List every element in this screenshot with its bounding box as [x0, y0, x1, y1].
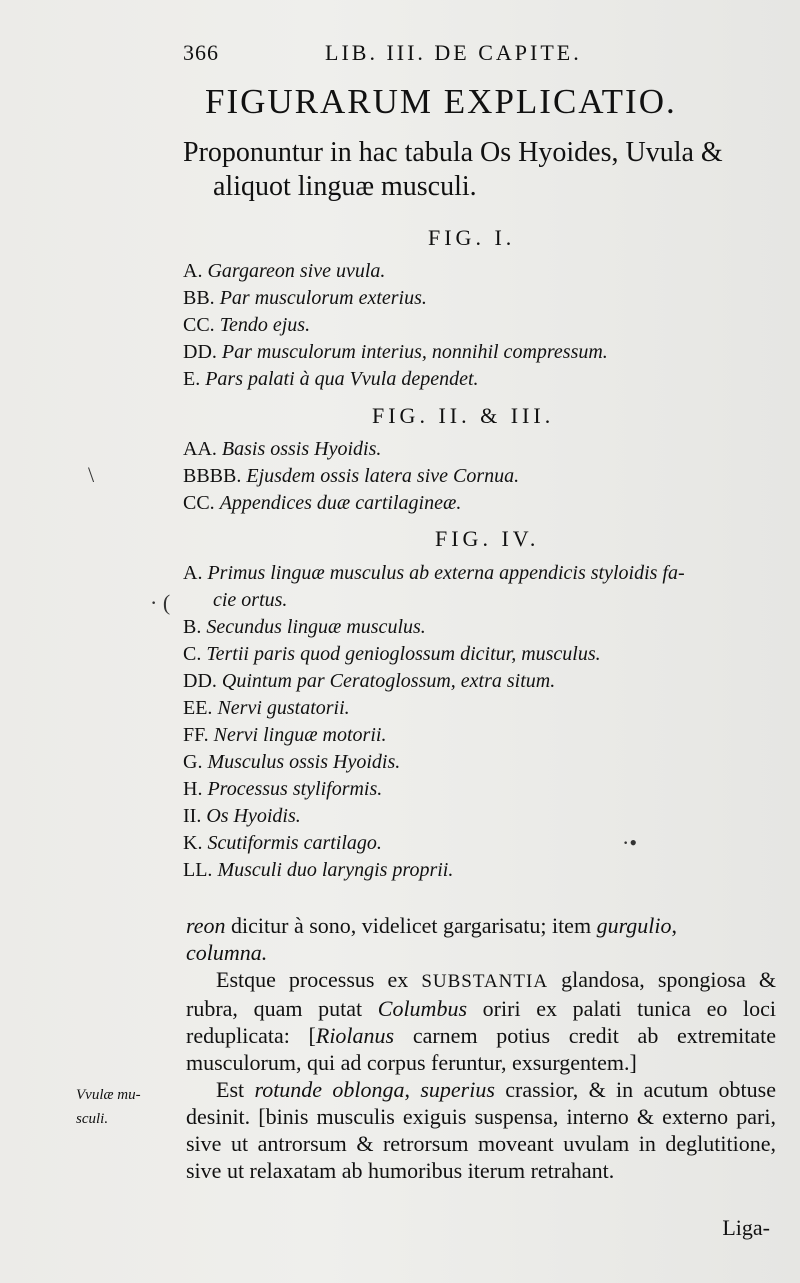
legend-item	[183, 695, 773, 722]
paragraph	[186, 912, 776, 966]
legend-item	[183, 668, 773, 695]
legend-key: K.	[183, 832, 203, 854]
legend-text: Appendices duæ cartilagineæ.	[219, 492, 462, 514]
legend-key: CC.	[183, 492, 215, 514]
legend-text: Pars palati à qua Vvula dependet.	[205, 368, 479, 390]
text-run: crassior, & in acutum obtuse desinit. [binis musculis exiguis suspensa, interno & externo pari, sive ut antrorsum & retrorsum moveant uvulam in deglutitione, sive ut relaxatam ab humoribus iterum retrahant.	[186, 1077, 776, 1183]
legend-item	[183, 463, 773, 490]
figure-label: FIG. I.	[428, 225, 516, 250]
legend-item	[183, 857, 773, 884]
legend-item	[183, 366, 773, 393]
figure-label: FIG. IV.	[435, 526, 540, 551]
legend-key: DD.	[183, 341, 217, 363]
legend-item	[183, 490, 773, 517]
legend-item	[183, 641, 773, 668]
margin-note-line: sculi.	[76, 1111, 109, 1127]
legend-text: Tertii paris quod genioglossum dicitur, musculus.	[206, 643, 601, 665]
legend-item	[183, 258, 773, 285]
italic-word: Columbus	[377, 996, 468, 1021]
legend-item	[183, 722, 773, 749]
stray-mark: · (	[150, 590, 171, 615]
text-run: carnem potius credit ab extremitate musculorum, qui ad corpus feruntur, exsurgentem.]	[186, 1023, 776, 1075]
legend-item	[183, 803, 773, 830]
legend-item	[183, 614, 773, 641]
text-run: dicitur à sono, videlicet gargarisatu; item	[225, 913, 597, 938]
italic-word: rotunde oblonga	[254, 1077, 405, 1102]
legend-text: Par musculorum exterius.	[219, 287, 427, 309]
page-number: 366	[183, 40, 219, 65]
legend-key: DD.	[183, 670, 217, 692]
legend-key: EE.	[183, 697, 213, 719]
text-run: Estque processus ex	[216, 967, 422, 992]
italic-word: columna.	[186, 940, 268, 965]
legend-text: Par musculorum interius, nonnihil compressum.	[221, 341, 608, 363]
legend-key: FF.	[183, 724, 209, 746]
legend-item	[183, 776, 773, 803]
legend-key: H.	[183, 778, 203, 800]
legend-text: Basis ossis Hyoidis.	[221, 438, 382, 460]
legend-item	[183, 339, 773, 366]
legend-key: G.	[183, 751, 203, 773]
legend-text: Processus styliformis.	[207, 778, 383, 800]
legend-item	[183, 312, 773, 339]
legend-text: Os Hyoidis.	[206, 805, 301, 827]
legend-text: Primus linguæ musculus ab externa appendicis styloidis fa-	[207, 562, 685, 584]
legend-text: Nervi gustatorii.	[217, 697, 350, 719]
intro-line-2: aliquot linguæ musculi.	[213, 171, 477, 202]
small-caps-word: SUBSTANTIA	[421, 971, 549, 992]
catchword: Liga-	[722, 1215, 770, 1240]
legend-text: Nervi linguæ motorii.	[213, 724, 387, 746]
legend-key: BBBB.	[183, 465, 242, 487]
legend-item	[183, 830, 773, 857]
section-heading: FIGURARUM EXPLICATIO.	[205, 82, 677, 121]
figure-legend-list	[183, 560, 773, 884]
paragraph	[186, 966, 776, 1076]
stray-mark: \	[88, 462, 95, 487]
legend-item-continuation: cie ortus.	[213, 589, 288, 611]
italic-word: gurgulio	[596, 913, 672, 938]
intro-line-1: Proponuntur in hac tabula Os Hyoides, Uvula &	[183, 137, 723, 168]
legend-text: Ejusdem ossis latera sive Cornua.	[246, 465, 520, 487]
legend-text: Musculus ossis Hyoidis.	[207, 751, 401, 773]
legend-item	[183, 749, 773, 776]
figure-label: FIG. II. & III.	[372, 403, 555, 428]
italic-word: Riolanus	[315, 1023, 395, 1048]
legend-key: AA.	[183, 438, 217, 460]
text-run: oriri ex palati tunica eo loci reduplicata: [	[186, 996, 776, 1048]
figure-legend-list	[183, 258, 773, 393]
legend-item	[183, 285, 773, 312]
legend-text: Tendo ejus.	[219, 314, 311, 336]
legend-text: Secundus linguæ musculus.	[206, 616, 426, 638]
text-run: Est	[216, 1077, 255, 1102]
legend-key: A.	[183, 562, 203, 584]
text-run: ,	[671, 913, 678, 938]
legend-key: LL.	[183, 859, 213, 881]
margin-note	[76, 1083, 141, 1131]
legend-key: A.	[183, 260, 203, 282]
legend-key: B.	[183, 616, 202, 638]
legend-text: Quintum par Ceratoglossum, extra situm.	[221, 670, 556, 692]
intro-paragraph	[183, 136, 773, 204]
paragraph	[186, 1076, 776, 1184]
legend-key: BB.	[183, 287, 215, 309]
legend-text: Scutiformis cartilago.	[207, 832, 382, 854]
legend-key: C.	[183, 643, 202, 665]
italic-word: superius	[420, 1077, 495, 1102]
legend-text: Musculi duo laryngis proprii.	[217, 859, 454, 881]
legend-key: CC.	[183, 314, 215, 336]
legend-key: II.	[183, 805, 202, 827]
text-run: glandosa, spongiosa & rubra, quam putat	[186, 967, 776, 1021]
legend-item	[183, 436, 773, 463]
margin-note-line: Vvulæ mu-	[76, 1087, 141, 1103]
stray-mark: ·•	[622, 830, 638, 855]
body-text	[186, 912, 776, 1184]
legend-text: Gargareon sive uvula.	[207, 260, 386, 282]
running-title: LIB. III. DE CAPITE.	[325, 40, 582, 65]
figure-legend-list	[183, 436, 773, 517]
legend-key: E.	[183, 368, 201, 390]
legend-item	[183, 560, 773, 587]
text-run: ,	[404, 1077, 421, 1102]
italic-word: reon	[186, 913, 226, 938]
